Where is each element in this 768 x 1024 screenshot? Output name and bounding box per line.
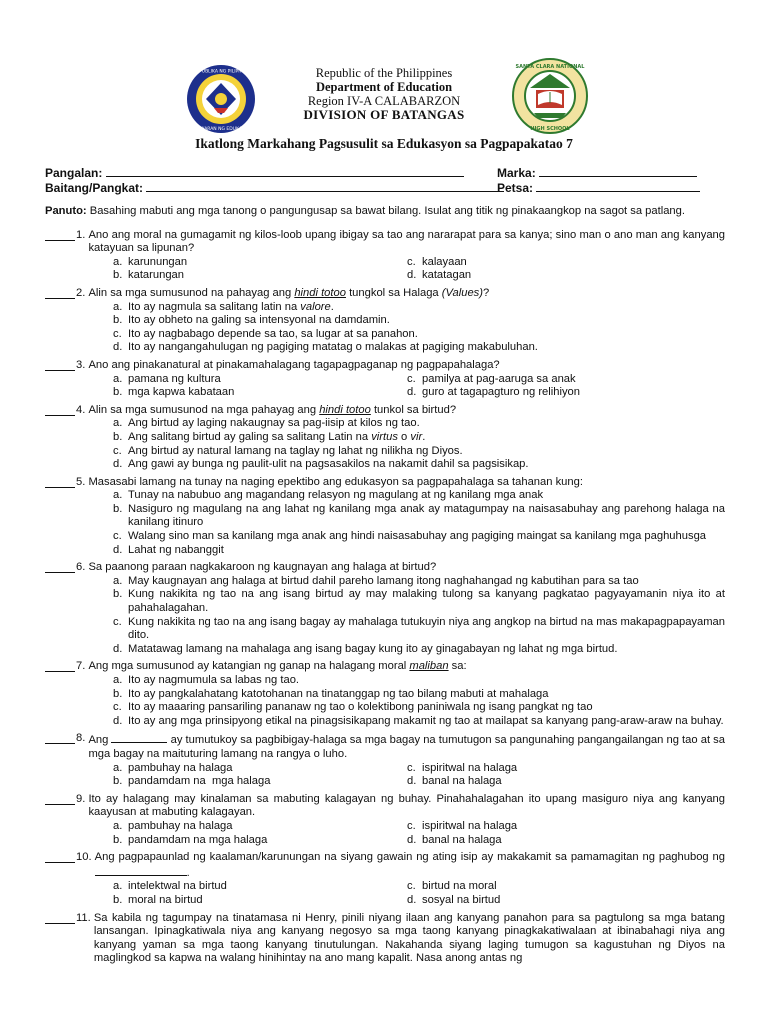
option-c: c. Ito ay nagbabago depende sa tao, sa lugar at sa panahon. bbox=[113, 327, 418, 340]
grade-line[interactable] bbox=[146, 181, 504, 192]
answer-blank[interactable] bbox=[45, 561, 75, 573]
answer-blank[interactable] bbox=[45, 229, 75, 241]
option-a: a. pambuhay na halaga bbox=[113, 761, 233, 774]
option-b: b. moral na birtud bbox=[113, 893, 203, 906]
option-d: d. Ang gawi ay bunga ng paulit-ulit na pagsasakilos na nakamit dahil sa pagsisikap. bbox=[113, 458, 529, 471]
fill-in-blank bbox=[95, 865, 187, 876]
option-d: d. banal na halaga bbox=[407, 775, 502, 788]
options bbox=[113, 373, 725, 400]
option-b: b. pandamdam na mga halaga bbox=[113, 775, 271, 788]
question-2: 2. Alin sa mga sumusunod na pahayag ang hindi totoo tungkol sa Halaga (Values)? a. Ito ay nagmula sa salitang latin na valore. b. Ito ay obheto na galing sa intensyonal na damdamin. c. Ito ay nagbabago depende sa tao, sa lugar at sa panahon. d. Ito ay nangangahulugan ng pagiging matatag o malakas at pagiging makabuluhan. bbox=[45, 287, 725, 355]
svg-text:SANTA CLARA NATIONAL: SANTA CLARA NATIONAL bbox=[515, 64, 585, 70]
option-b: b. Kung nakikita ng tao na ang isang birtud ay may malaking tulong sa kanyang pagkatao pagyayamanin niya ito at pahahalagahan. bbox=[113, 588, 725, 615]
name-field[interactable] bbox=[45, 166, 464, 180]
options bbox=[113, 575, 725, 657]
score-label: Marka: bbox=[497, 166, 536, 180]
options bbox=[113, 880, 725, 907]
seal-text: REPUBLIKA NG PILIPINAS bbox=[193, 69, 249, 75]
option-b: b. Ang salitang birtud ay galing sa salitang Latin na virtus o vir. bbox=[113, 430, 426, 443]
answer-blank[interactable] bbox=[45, 793, 75, 805]
question-10: 10. Ang pagpapaunlad ng kaalaman/karunungan na siyang gawain ng ating isip ay makakamit sa pamamagitan ng paghubog ng . a. intelektwal na birtud c. birtud na moral b. moral na birtud d. sosyal na birtud bbox=[45, 851, 725, 907]
option-a: a. intelektwal na birtud bbox=[113, 880, 227, 893]
option-c: c. Ang birtud ay natural lamang na taglay ng lahat ng nilikha ng Diyos. bbox=[113, 444, 463, 457]
exam-body bbox=[45, 205, 725, 966]
options bbox=[113, 674, 725, 728]
answer-blank[interactable] bbox=[45, 359, 75, 371]
question-text: Sa paanong paraan nagkakaroon ng kaugnayan ang halaga at birtud? bbox=[88, 561, 437, 574]
exam-title: Ikatlong Markahang Pagsusulit sa Edukasyon sa Pagpapakatao 7 bbox=[195, 136, 573, 151]
option-c: c. Kung nakikita ng tao na ang isang bagay ay mahalaga tutukuyin niya ang angkop na birtud na mas makapagpapayaman dito. bbox=[113, 615, 725, 642]
question-9: 9. Ito ay halagang may kinalaman sa mabuting kalagayan ng buhay. Pinahahalagahan ito upang masiguro niya ang kanyang kaayusan at mabuting kalagayan. a. pambuhay na halaga c. ispiritwal na halaga b. pandamdam na mga halaga d. banal na halaga bbox=[45, 793, 725, 847]
emphasis: hindi totoo bbox=[294, 286, 346, 299]
score-line[interactable] bbox=[539, 166, 697, 177]
question-11: 11. Sa kabila ng tagumpay na tinatamasa ni Henry, pinili niyang ilaan ang kanyang panahon para sa pagtulong sa mga batang lansangan. Ipinagkatiwala niya ang kanyang negosyo sa mga taong kanyang pinagkakatiwalaan at ibinabahagi niya ang kanyang yaman sa mga taong kanyang tinutulungan. Nakahanda siyang laging tumugon sa kagustuhan ng Diyos na maglingkod sa kapwa na walang hinihintay na ano mang kapalit. Nasa anong antas ng bbox=[45, 912, 725, 966]
republic-line: Republic of the Philippines bbox=[315, 66, 453, 80]
date-field[interactable] bbox=[497, 181, 700, 195]
question-6: 6. Sa paanong paraan nagkakaroon ng kaugnayan ang halaga at birtud? a. May kaugnayan ang halaga at birtud dahil pareho lamang itong naghahangad ng kabutihan para sa tao b. Kung nakikita ng tao na ang isang birtud ay may malaking tulong sa kanyang pagkatao pagyayamanin niya ito at pahahalagahan. c. Kung nakikita ng tao na ang isang bagay ay mahalaga tutukuyin niya ang angkop na birtud na mas makapagpapayaman dito. d. Matatawag lamang na mahalaga ang isang bagay kung ito ay ginagabayan ng lahat ng mga birtud. bbox=[45, 561, 725, 656]
document-header bbox=[0, 0, 768, 135]
instructions-label: Panuto: bbox=[45, 205, 87, 217]
option-b: b. Nasiguro ng magulang na ang lahat ng kanilang mga anak ay matagumpay na naisasabuhay ang parehong halaga na kanilang itinuro bbox=[113, 502, 725, 529]
question-7: 7. Ang mga sumusunod ay katangian ng ganap na halagang moral maliban sa: a. Ito ay nagmumula sa labas ng tao. b. Ito ay pangkalahatang katotohanan na tinatanggap ng tao bilang mabuti at mahalaga c. Ito ay maaaring pansariling pananaw ng tao o kolektibong paniniwala ng isang pangkat ng tao d. Ito ay ang mga prinsipyong etikal na pinagsisikapang makamit ng tao at mailapat sa kanyang pang-araw-araw na buhay. bbox=[45, 660, 725, 728]
emphasis: maliban bbox=[409, 660, 449, 673]
answer-blank[interactable] bbox=[45, 660, 75, 672]
option-c: c. birtud na moral bbox=[407, 880, 497, 893]
score-field[interactable] bbox=[497, 166, 697, 180]
option-d: d. Ito ay nangangahulugan ng pagiging matatag o malakas at pagiging makabuluhan. bbox=[113, 341, 538, 354]
option-c: c. pamilya at pag-aaruga sa anak bbox=[407, 372, 576, 385]
option-d: d. guro at tagapagturo ng relihiyon bbox=[407, 386, 580, 399]
option-b: b. mga kapwa kabataan bbox=[113, 386, 235, 399]
instructions bbox=[45, 205, 725, 219]
question-text: Sa kabila ng tagumpay na tinatamasa ni Henry, pinili niyang ilaan ang kanyang panahon para sa pagtulong sa mga batang lansangan. Ipinagkatiwala niya ang kanyang negosyo sa mga taong kanyang pinagkakatiwalaan at ibinabahagi niya ang kanyang yaman sa mga taong kanyang tinutulungan. Nakahanda siyang laging tumugon sa kagustuhan ng Diyos na maglingkod sa kapwa na walang hinihintay na ano mang kapalit. Nasa anong antas ng bbox=[93, 911, 725, 965]
department-line: Department of Education bbox=[315, 80, 453, 94]
grade-section-field[interactable] bbox=[45, 181, 504, 195]
option-c: c. kalayaan bbox=[407, 255, 467, 268]
option-b: b. katarungan bbox=[113, 269, 184, 282]
option-b: b. Ito ay pangkalahatang katotohanan na tinatanggap ng tao bilang mabuti at mahalaga bbox=[113, 687, 549, 700]
svg-text:KAGAWARAN NG EDUKASYON: KAGAWARAN NG EDUKASYON bbox=[187, 127, 255, 132]
option-a: a. Ang birtud ay laging nakaugnay sa pag-iisip at kilos ng tao. bbox=[113, 417, 420, 430]
answer-blank[interactable] bbox=[45, 404, 75, 416]
issuing-office bbox=[268, 66, 500, 122]
instructions-text: Basahing mabuti ang mga tanong o pangungusap sa bawat bilang. Isulat ang titik ng pinakaangkop na sagot sa patlang. bbox=[89, 205, 685, 217]
answer-blank[interactable] bbox=[45, 287, 75, 299]
option-c: c. ispiritwal na halaga bbox=[407, 761, 518, 774]
option-d: d. Lahat ng nabanggit bbox=[113, 543, 224, 556]
svg-text:HIGH SCHOOL: HIGH SCHOOL bbox=[530, 126, 570, 132]
option-d: d. Matatawag lamang na mahalaga ang isang bagay kung ito ay ginagabayan ng lahat ng mga birtud. bbox=[113, 642, 618, 655]
options bbox=[113, 820, 725, 847]
division-line: DIVISION OF BATANGAS bbox=[303, 107, 465, 122]
option-a: a. Tunay na nabubuo ang magandang relasyon ng magulang at ng kanilang mga anak bbox=[113, 489, 544, 502]
option-a: a. Ito ay nagmula sa salitang latin na valore. bbox=[113, 300, 334, 313]
question-text: Ang mga sumusunod ay katangian ng ganap na halagang moral maliban sa: bbox=[88, 660, 467, 673]
option-b: b. pandamdam na mga halaga bbox=[113, 833, 268, 846]
question-3: 3. Ano ang pinakanatural at pinakamahalagang tagapagpaganap ng pagpapahalaga? a. pamana ng kultura c. pamilya at pag-aaruga sa anak b. mga kapwa kabataan d. guro at tagapagturo ng relihiyon bbox=[45, 359, 725, 400]
question-text: Ano ang moral na gumagamit ng kilos-loob upang ibigay sa tao ang nararapat para sa kanya; sino man o ano man ang kanyang katayuan sa lipunan? bbox=[88, 228, 725, 255]
name-line[interactable] bbox=[106, 166, 464, 177]
emphasis: hindi totoo bbox=[319, 403, 371, 416]
question-text: Masasabi lamang na tunay na naging epektibo ang edukasyon sa pagpapahalaga sa tahanan kung: bbox=[88, 475, 583, 488]
answer-blank[interactable] bbox=[45, 476, 75, 488]
option-a: a. pamana ng kultura bbox=[113, 372, 221, 385]
school-seal-logo bbox=[512, 58, 588, 134]
options bbox=[113, 762, 725, 789]
grade-label: Baitang/Pangkat: bbox=[45, 181, 144, 195]
question-4: 4. Alin sa mga sumusunod na mga pahayag ang hindi totoo tunkol sa birtud? a. Ang birtud ay laging nakaugnay sa pag-iisip at kilos ng tao. b. Ang salitang birtud ay galing sa salitang Latin na virtus o vir. c. Ang birtud ay natural lamang na taglay ng lahat ng nilikha ng Diyos. d. Ang gawi ay bunga ng paulit-ulit na pagsasakilos na nakamit dahil sa pagsisikap. bbox=[45, 404, 725, 472]
option-a: a. pambuhay na halaga bbox=[113, 819, 233, 832]
question-text: Alin sa mga sumusunod na mga pahayag ang hindi totoo tunkol sa birtud? bbox=[88, 403, 457, 416]
fill-in-blank bbox=[111, 732, 167, 743]
option-a: a. karunungan bbox=[113, 255, 188, 268]
question-8: 8. Ang ay tumutukoy sa pagbibigay-halaga sa mga bagay na tumutugon sa pangunahing pangangailangan ng tao at sa mga bagay na maituturing lamang na rangya o luho. a. pambuhay na halaga c. ispiritwal na halaga b. pandamdam na mga halaga d. banal na halaga bbox=[45, 732, 725, 788]
answer-blank[interactable] bbox=[45, 912, 75, 924]
option-c: c. Ito ay maaaring pansariling pananaw ng tao o kolektibong paniniwala ng isang pangkat ng tao bbox=[113, 701, 593, 714]
option-a: a. Ito ay nagmumula sa labas ng tao. bbox=[113, 674, 300, 686]
options bbox=[113, 256, 725, 283]
date-line[interactable] bbox=[536, 181, 700, 192]
option-c: c. Walang sino man sa kanilang mga anak ang hindi naisasabuhay ang pagiging maingat sa kanilang mga paghuhusga bbox=[113, 530, 707, 543]
option-d: d. banal na halaga bbox=[407, 833, 502, 846]
option-b: b. Ito ay obheto na galing sa intensyonal na damdamin. bbox=[113, 314, 390, 327]
region-line: Region IV-A CALABARZON bbox=[307, 94, 461, 108]
question-1: 1. Ano ang moral na gumagamit ng kilos-loob upang ibigay sa tao ang nararapat para sa kanya; sino man o ano man ang kanyang katayuan sa lipunan? a. karunungan c. kalayaan b. katarungan d. katatagan bbox=[45, 229, 725, 283]
option-d: d. katatagan bbox=[407, 269, 472, 282]
options bbox=[113, 301, 725, 355]
answer-blank[interactable] bbox=[45, 732, 75, 744]
question-text: Alin sa mga sumusunod na pahayag ang hindi totoo tungkol sa Halaga (Values)? bbox=[88, 286, 490, 299]
answer-blank[interactable] bbox=[45, 851, 75, 863]
option-d: d. Ito ay ang mga prinsipyong etikal na pinagsisikapang makamit ng tao at mailapat sa kanyang pang-araw-araw na buhay. bbox=[113, 714, 724, 727]
name-label: Pangalan: bbox=[45, 166, 103, 180]
question-text: Ano ang pinakanatural at pinakamahalagang tagapagpaganap ng pagpapahalaga? bbox=[88, 358, 500, 371]
deped-seal-logo bbox=[186, 64, 256, 134]
date-label: Petsa: bbox=[497, 181, 534, 195]
option-c: c. ispiritwal na halaga bbox=[407, 819, 518, 832]
question-text: Ang pagpapaunlad ng kaalaman/karunungan na siyang gawain ng ating isip ay makakamit sa pamamagitan ng paghubog ng . bbox=[94, 851, 725, 879]
option-d: d. sosyal na birtud bbox=[407, 893, 501, 906]
option-a: a. May kaugnayan ang halaga at birtud dahil pareho lamang itong naghahangad ng kabutihan para sa tao bbox=[113, 574, 639, 587]
question-text: Ang ay tumutukoy sa pagbibigay-halaga sa mga bagay na tumutugon sa pangunahing pangangailangan ng tao at sa mga bagay na maituturing lamang na rangya o luho. bbox=[88, 734, 725, 760]
question-text: Ito ay halagang may kinalaman sa mabuting kalagayan ng buhay. Pinahahalagahan ito upang masiguro niya ang kanyang kaayusan at mabuting kalagayan. bbox=[88, 792, 725, 819]
options bbox=[113, 417, 725, 471]
options bbox=[113, 489, 725, 557]
question-5: 5. Masasabi lamang na tunay na naging epektibo ang edukasyon sa pagpapahalaga sa tahanan kung: a. Tunay na nabubuo ang magandang relasyon ng magulang at ng kanilang mga anak b. Nasiguro ng magulang na ang lahat ng kanilang mga anak ay matagumpay na naisasabuhay ang parehong halaga na kanilang itinuro c. Walang sino man sa kanilang mga anak ang hindi naisasabuhay ang pagiging maingat sa kanilang mga paghuhusga d. Lahat ng nabanggit bbox=[45, 476, 725, 558]
